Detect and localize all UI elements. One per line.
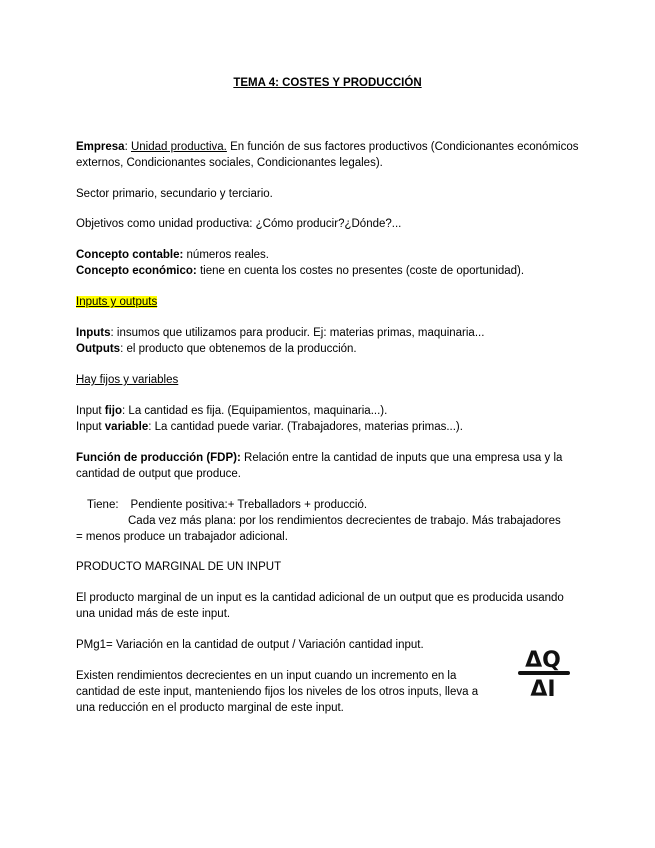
- formula-numerator: ΔQ: [525, 648, 561, 673]
- input-variable-text: : La cantidad puede variar. (Trabajadores, materias primas...).: [148, 421, 463, 433]
- input-fijo-pre: Input: [76, 405, 105, 417]
- concepto-contable-text: números reales.: [183, 249, 269, 261]
- fdp-label: Función de producción (FDP):: [76, 452, 241, 464]
- tiene-line1: [87, 497, 581, 513]
- concepto-economico-label: Concepto económico:: [76, 265, 197, 277]
- inputs-outputs-highlight: Inputs y outputs: [76, 296, 158, 308]
- tiene-line2: Cada vez más plana: por los rendimientos decrecientes de trabajo. Más trabajadores: [128, 515, 561, 527]
- input-variable-label: variable: [104, 421, 149, 433]
- inputs-label: Inputs: [76, 327, 111, 339]
- sectores-paragraph: Sector primario, secundario y terciario.: [76, 188, 273, 200]
- fdp-paragraph: [76, 450, 581, 482]
- outputs-paragraph: [76, 341, 581, 357]
- rendimientos-paragraph: Existen rendimientos decrecientes en un input cuando un incremento en la cantidad de este input, manteniendo fijos los niveles de los otros inputs, lleva a una reducción en el producto marginal de este input.: [76, 670, 479, 714]
- input-variable-paragraph: [76, 419, 581, 435]
- concepto-economico-text: tiene en cuenta los costes no presentes (coste de oportunidad).: [196, 265, 525, 277]
- fijos-variables-heading: [76, 372, 581, 388]
- pm-heading: PRODUCTO MARGINAL DE UN INPUT: [76, 561, 282, 573]
- empresa-paragraph: [76, 139, 581, 171]
- tiene-line1-text: Pendiente positiva:+ Treballadors + producció.: [130, 499, 368, 511]
- inputs-text: : insumos que utilizamos para producir. Ej: materias primas, maquinaria...: [110, 327, 485, 339]
- concepto-economico: [76, 263, 581, 279]
- empresa-underlined: Unidad productiva.: [130, 141, 227, 153]
- page-title: TEMA 4: COSTES Y PRODUCCIÓN: [233, 77, 422, 89]
- input-variable-pre: Input: [76, 421, 105, 433]
- empresa-label: Empresa: [76, 141, 125, 153]
- outputs-text: : el producto que obtenemos de la producción.: [120, 343, 357, 355]
- concepto-contable: [76, 247, 581, 263]
- inputs-paragraph: [76, 325, 581, 341]
- inputs-outputs-heading: [76, 294, 581, 310]
- input-fijo-text: : La cantidad es fija. (Equipamientos, maquinaria...).: [122, 405, 388, 417]
- fijos-variables-text: Hay fijos y variables: [76, 374, 179, 386]
- outputs-label: Outputs: [76, 343, 121, 355]
- empresa-rest: En función de sus factores productivos (Condicionantes económicos externos, Condicionantes sociales, Condicionantes legales).: [76, 141, 579, 169]
- pm-definition: El producto marginal de un input es la cantidad adicional de un output que es producida usando una unidad más de este input.: [76, 592, 564, 620]
- pmg-formula: PMg1= Variación en la cantidad de output / Variación cantidad input.: [76, 639, 424, 651]
- tiene-line3: = menos produce un trabajador adicional.: [76, 531, 288, 543]
- empresa-sep: :: [124, 141, 131, 153]
- delta-q-over-delta-i-image: [512, 646, 574, 702]
- formula-denominator: ΔI: [530, 677, 556, 702]
- fdp-text: Relación entre la cantidad de inputs que una empresa usa y la cantidad de output que produce.: [76, 452, 563, 480]
- input-fijo-label: fijo: [104, 405, 123, 417]
- tiene-lead: Tiene:: [87, 499, 119, 511]
- concepto-contable-label: Concepto contable:: [76, 249, 184, 261]
- input-fijo-paragraph: [76, 403, 581, 419]
- objetivos-paragraph: Objetivos como unidad productiva: ¿Cómo producir?¿Dónde?...: [76, 218, 402, 230]
